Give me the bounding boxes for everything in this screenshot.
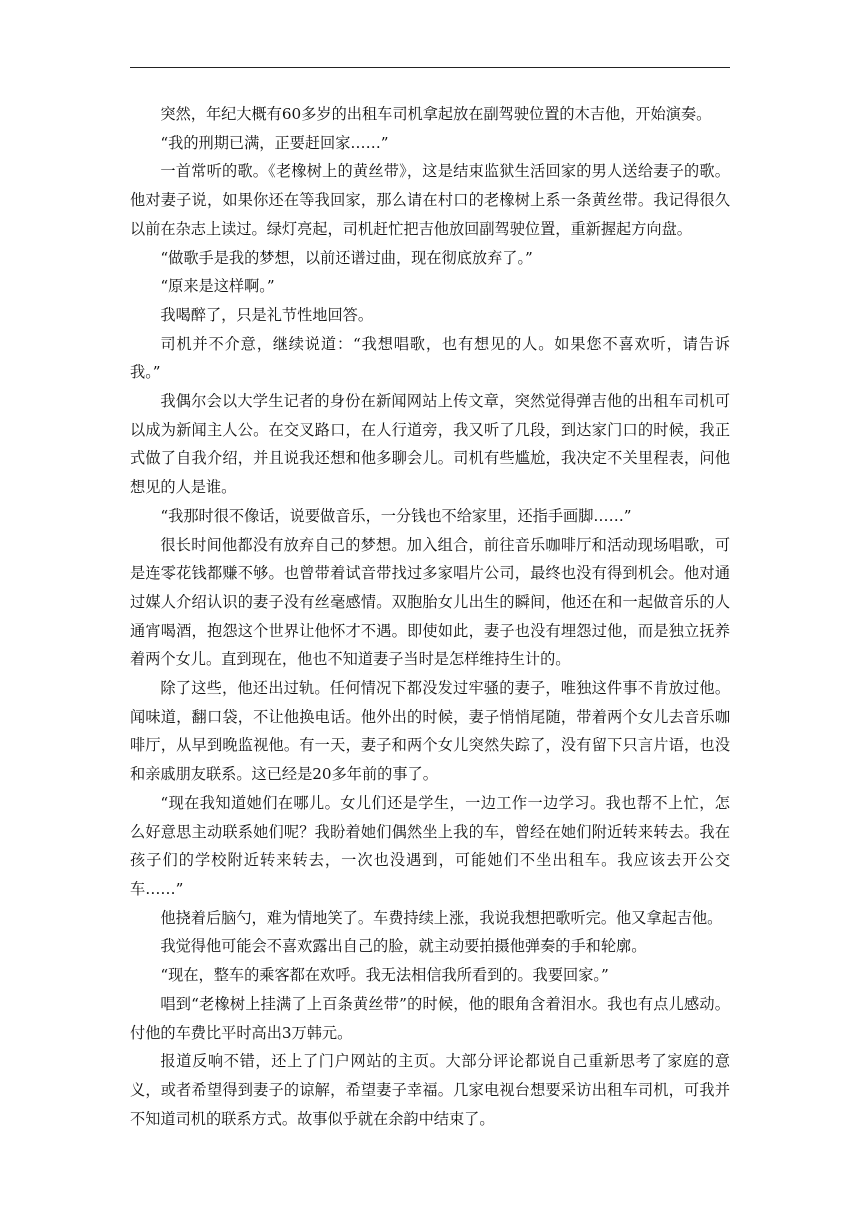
paragraph: 报道反响不错，还上了门户网站的主页。大部分评论都说自己重新思考了家庭的意义，或者希望得到妻子的谅解，希望妻子幸福。几家电视台想要采访出租车司机，可我并不知道司机的联系方式。故事似乎就在余韵中结束了。 xyxy=(130,1052,730,1128)
paragraph: 很长时间他都没有放弃自己的梦想。加入组合，前往音乐咖啡厅和活动现场唱歌，可是连零花钱都赚不够。也曾带着试音带找过多家唱片公司，最终也没有得到机会。他对通过媒人介绍认识的妻子没有丝毫感情。双胞胎女儿出生的瞬间，他还在和一起做音乐的人通宵喝酒，抱怨这个世界让他怀才不遇。即使如此，妻子也没有埋怨过他，而是独立抚养着两个女儿。直到现在，他也不知道妻子当时是怎样维持生计的。 xyxy=(130,535,730,669)
paragraph: 一首常听的歌。《老橡树上的黄丝带》，这是结束监狱生活回家的男人送给妻子的歌。他对妻子说，如果你还在等我回家，那么请在村口的老橡树上系一条黄丝带。我记得很久以前在杂志上读过。绿灯亮起，司机赶忙把吉他放回副驾驶位置，重新握起方向盘。 xyxy=(130,162,730,238)
paragraph: 他挠着后脑勺，难为情地笑了。车费持续上涨，我说我想把歌听完。他又拿起吉他。 xyxy=(160,908,723,927)
paragraph: 唱到“老橡树上挂满了上百条黄丝带”的时候，他的眼角含着泪水。我也有点儿感动。付他的车费比平时高出3万韩元。 xyxy=(130,994,730,1042)
paragraph: “我的刑期已满，正要赶回家……” xyxy=(160,133,389,152)
paragraph: “做歌手是我的梦想，以前还谱过曲，现在彻底放弃了。” xyxy=(160,248,533,267)
paragraph: “原来是这样啊。” xyxy=(160,277,275,296)
paragraph: 除了这些，他还出过轨。任何情况下都没发过牢骚的妻子，唯独这件事不肯放过他。闻味道，翻口袋，不让他换电话。他外出的时候，妻子悄悄尾随，带着两个女儿去音乐咖啡厅，从早到晚监视他。有一天，妻子和两个女儿突然失踪了，没有留下只言片语，也没和亲戚朋友联系。这已经是20多年前的事了。 xyxy=(130,679,730,784)
paragraph: “我那时很不像话，说要做音乐，一分钱也不给家里，还指手画脚……” xyxy=(160,506,632,525)
paragraph: 我喝醉了，只是礼节性地回答。 xyxy=(160,305,374,324)
paragraph: 突然，年纪大概有60多岁的出租车司机拿起放在副驾驶位置的木吉他，开始演奏。 xyxy=(160,105,712,123)
paragraph: “现在我知道她们在哪儿。女儿们还是学生，一边工作一边学习。我也帮不上忙，怎么好意思主动联系她们呢？我盼着她们偶然坐上我的车，曾经在她们附近转来转去。我在孩子们的学校附近转来转去，一次也没遇到，可能她们不坐出租车。我应该去开公交车……” xyxy=(130,793,730,898)
paragraph: 司机并不介意，继续说道：“我想唱歌，也有想见的人。如果您不喜欢听，请告诉我。” xyxy=(130,334,730,382)
paragraph: 我觉得他可能会不喜欢露出自己的脸，就主动要拍摄他弹奏的手和轮廓。 xyxy=(160,937,647,956)
paragraph: 我偶尔会以大学生记者的身份在新闻网站上传文章，突然觉得弹吉他的出租车司机可以成为新闻主人公。在交叉路口，在人行道旁，我又听了几段，到达家门口的时候，我正式做了自我介绍，并且说我还想和他多聊会儿。司机有些尴尬，我决定不关里程表，问他想见的人是谁。 xyxy=(130,392,730,497)
header-rule xyxy=(130,67,730,68)
article-body xyxy=(130,100,730,1133)
paragraph: “现在，整车的乘客都在欢呼。我无法相信我所看到的。我要回家。” xyxy=(160,966,609,985)
